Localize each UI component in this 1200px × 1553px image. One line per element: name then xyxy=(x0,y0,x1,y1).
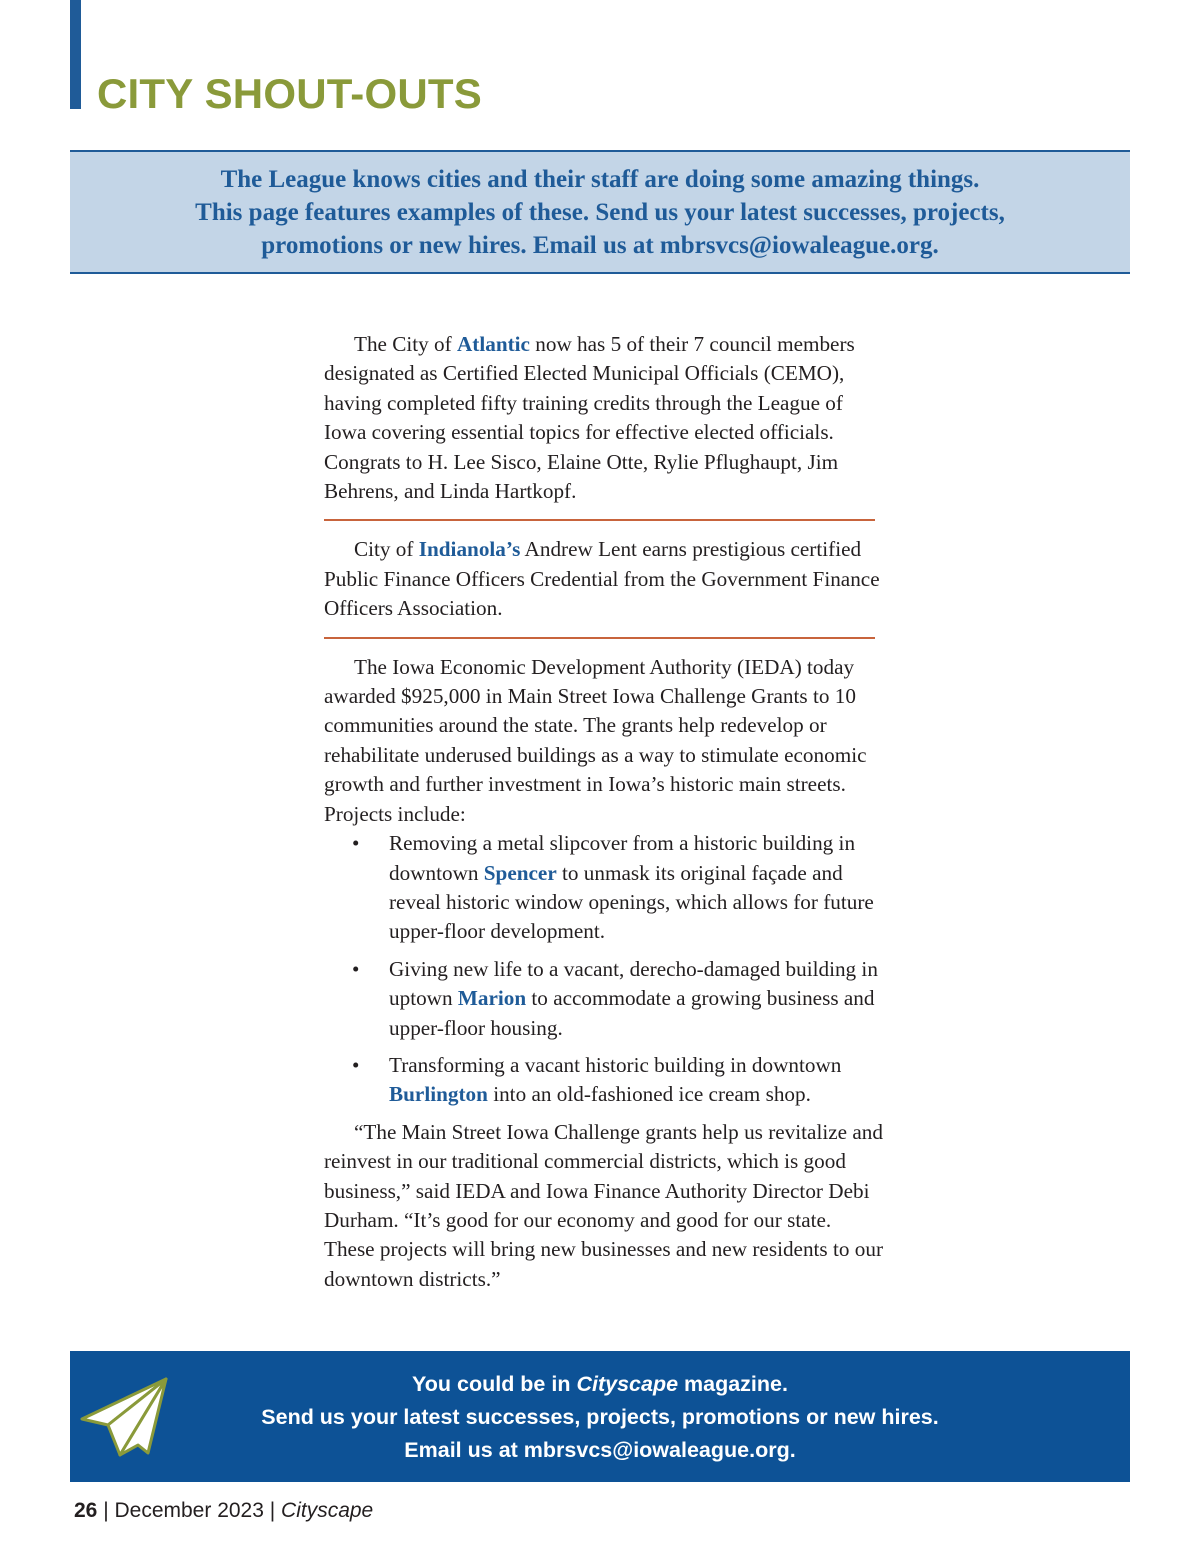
intro-line: This page features examples of these. Send us your latest successes, projects, xyxy=(195,198,1005,226)
list-item xyxy=(324,1051,884,1110)
section-divider xyxy=(324,637,875,639)
cta-line-2: Send us your latest successes, projects, promotions or new hires. xyxy=(261,1405,939,1429)
list-item xyxy=(324,955,884,1043)
projects-list xyxy=(324,829,884,1110)
intro-line: The League knows cities and their staff are doing some amazing things. xyxy=(220,165,980,193)
city-name-burlington: Burlington xyxy=(389,1082,488,1107)
atlantic-text-end: now has 5 of their 7 council members designated as Certified Elected Municipal Officials (CEMO), having completed fifty training credits through the League of Iowa covering essential topics for effective elected officials. Congrats to H. Lee Sisco, Elaine Otte, Rylie Pflughaupt, Jim Behrens, and Linda Hartkopf. xyxy=(324,332,855,504)
page-footer xyxy=(74,1497,373,1525)
bullet-text-end: to accommodate a growing business and upper-floor housing. xyxy=(389,986,875,1040)
section-divider xyxy=(324,519,875,521)
bullet-icon: • xyxy=(352,1052,360,1077)
bullet-text-end: to unmask its original façade and reveal historic window openings, which allows for future upper-floor development. xyxy=(389,860,874,944)
ieda-intro: The Iowa Economic Development Authority (IEDA) today awarded $925,000 in Main Street Iowa Challenge Grants to 10 communities around the state. The grants help redevelop or rehabilitate underused buildings as a way to stimulate economic growth and further investment in Iowa’s historic main streets. Projects include: xyxy=(324,654,867,826)
city-name-atlantic: Atlantic xyxy=(456,332,530,356)
intro-text xyxy=(195,163,1005,262)
bullet-text-start: Transforming a vacant historic building in downtown xyxy=(389,1052,842,1077)
atlantic-item xyxy=(324,330,884,506)
indianola-text-start: City of xyxy=(354,537,419,562)
shout-outs-column xyxy=(324,330,884,1294)
cta-line-1-start: You could be in xyxy=(412,1372,577,1396)
bullet-text-end: into an old-fashioned ice cream shop. xyxy=(487,1082,811,1107)
bullet-icon: • xyxy=(352,956,360,981)
atlantic-text-start: The City of xyxy=(354,332,457,356)
cta-magazine-name: Cityscape xyxy=(576,1372,679,1396)
city-name-indianola: Indianola’s xyxy=(418,537,521,562)
title-accent-bar xyxy=(70,0,81,109)
list-item xyxy=(324,829,884,947)
page-title: CITY SHOUT-OUTS xyxy=(97,70,482,117)
footer-separator: | xyxy=(263,1499,282,1522)
indianola-item xyxy=(324,535,884,623)
bullet-icon: • xyxy=(352,831,360,856)
city-name-marion: Marion xyxy=(457,986,527,1011)
cta-line-1-end: magazine. xyxy=(678,1372,788,1396)
page-number: 26 xyxy=(74,1499,98,1522)
footer-separator: | xyxy=(97,1499,115,1522)
publication-name: Cityscape xyxy=(281,1499,374,1522)
intro-line: promotions or new hires. Email us at mbrsvcs@iowaleague.org. xyxy=(261,231,939,259)
ieda-quote: “The Main Street Iowa Challenge grants help us revitalize and reinvest in our traditional commercial districts, which is good business,” said IEDA and Iowa Finance Authority Director Debi Durham. “It’s good for our economy and good for our state. These projects will bring new businesses and new residents to our downtown districts.” xyxy=(324,1119,883,1291)
intro-box xyxy=(70,150,1130,274)
issue-date: December 2023 xyxy=(114,1499,264,1522)
city-name-spencer: Spencer xyxy=(483,860,557,885)
bullet-text-start: Giving new life to a vacant, derecho-damaged building in uptown xyxy=(389,956,878,1011)
cta-line-1 xyxy=(70,1368,1130,1401)
cta-banner xyxy=(70,1351,1130,1482)
paper-plane-icon xyxy=(80,1375,170,1459)
cta-line-3: Email us at mbrsvcs@iowaleague.org. xyxy=(404,1438,796,1462)
bullet-text-start: Removing a metal slipcover from a historic building in downtown xyxy=(389,831,856,885)
indianola-text-end: Andrew Lent earns prestigious certified Public Finance Officers Credential from the Government Finance Officers Association. xyxy=(324,537,880,621)
